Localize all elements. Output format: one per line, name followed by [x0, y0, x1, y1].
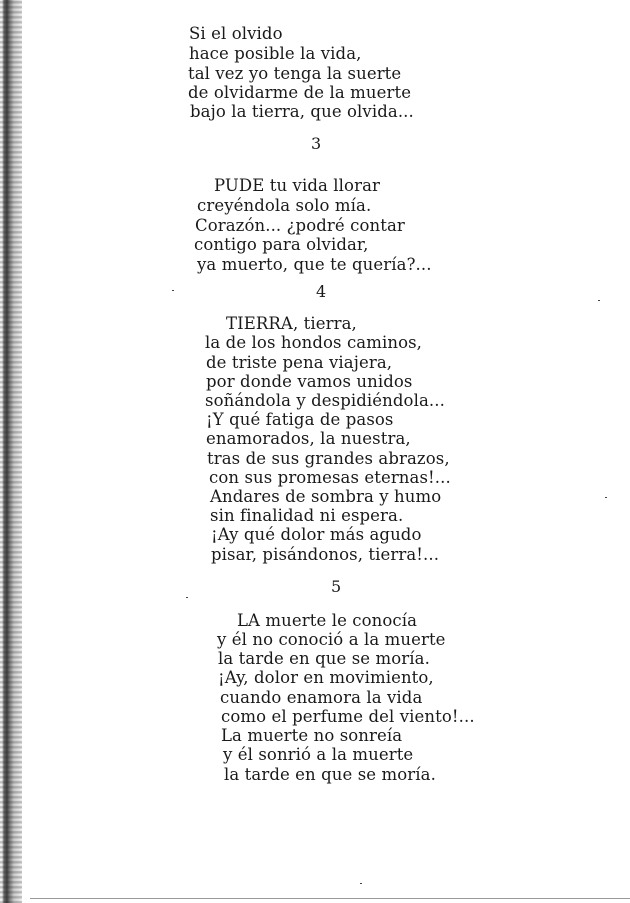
- poem-line: de olvidarme de la muerte: [188, 83, 412, 102]
- poem-line: ¡Ay qué dolor más agudo: [211, 525, 422, 544]
- poem-line: como el perfume del viento!...: [221, 707, 475, 726]
- poem-line: [226, 314, 357, 333]
- scan-speck: [186, 597, 188, 598]
- poem-line: ya muerto, que te quería?...: [197, 255, 432, 274]
- poem-line: bajo la tierra, que olvida...: [190, 102, 414, 121]
- scan-speck: [360, 883, 362, 884]
- section-number: 3: [311, 134, 322, 153]
- poem-line: pisar, pisándonos, tierra!...: [211, 545, 440, 564]
- poem-line: de triste pena viajera,: [206, 353, 393, 372]
- scan-speck: [605, 497, 607, 498]
- poem-line: creyéndola solo mía.: [197, 196, 372, 215]
- scan-speck: [172, 290, 174, 291]
- poem-line: La muerte no sonreía: [221, 726, 403, 745]
- first-word-small-caps: PUDE: [214, 176, 265, 195]
- poem-line: la de los hondos caminos,: [205, 333, 423, 352]
- poem-line: la tarde en que se moría.: [224, 765, 436, 784]
- poem-line: Si el olvido: [189, 24, 283, 43]
- poem-line-text: tu vida llorar: [264, 176, 380, 195]
- poem-line-text: , tierra,: [292, 314, 357, 333]
- first-word-small-caps: LA: [237, 611, 261, 630]
- poem-line: tal vez yo tenga la suerte: [188, 64, 402, 83]
- poem-line: hace posible la vida,: [189, 44, 362, 63]
- poem-line: [237, 611, 417, 630]
- poem-line: Andares de sombra y humo: [210, 487, 442, 506]
- poem-line: ¡Y qué fatiga de pasos: [206, 410, 394, 429]
- poem-line: [214, 176, 380, 195]
- scan-speck: [598, 300, 600, 301]
- section-number: 5: [331, 577, 342, 596]
- poem-line: y él no conoció a la muerte: [217, 630, 446, 649]
- poem-line-text: muerte le conocía: [260, 611, 418, 630]
- first-word-small-caps: TIERRA: [226, 314, 293, 333]
- poem-line: ¡Ay, dolor en movimiento,: [218, 668, 434, 687]
- poem-line: contigo para olvidar,: [194, 235, 369, 254]
- page-bottom-edge: [30, 898, 630, 899]
- poem-line: con sus promesas eternas!...: [209, 468, 451, 487]
- page-binding-shadow: [0, 0, 22, 903]
- poem-line: sin finalidad ni espera.: [210, 506, 404, 525]
- poem-line: soñándola y despidiéndola...: [205, 391, 445, 410]
- poem-line: enamorados, la nuestra,: [206, 429, 411, 448]
- poem-line: la tarde en que se moría.: [218, 649, 430, 668]
- poem-line: por donde vamos unidos: [206, 372, 413, 391]
- poem-line: tras de sus grandes abrazos,: [207, 449, 450, 468]
- poem-line: Corazón... ¿podré contar: [195, 216, 405, 235]
- poem-line: cuando enamora la vida: [220, 688, 423, 707]
- poem-line: y él sonrió a la muerte: [223, 745, 414, 764]
- section-number: 4: [316, 282, 327, 301]
